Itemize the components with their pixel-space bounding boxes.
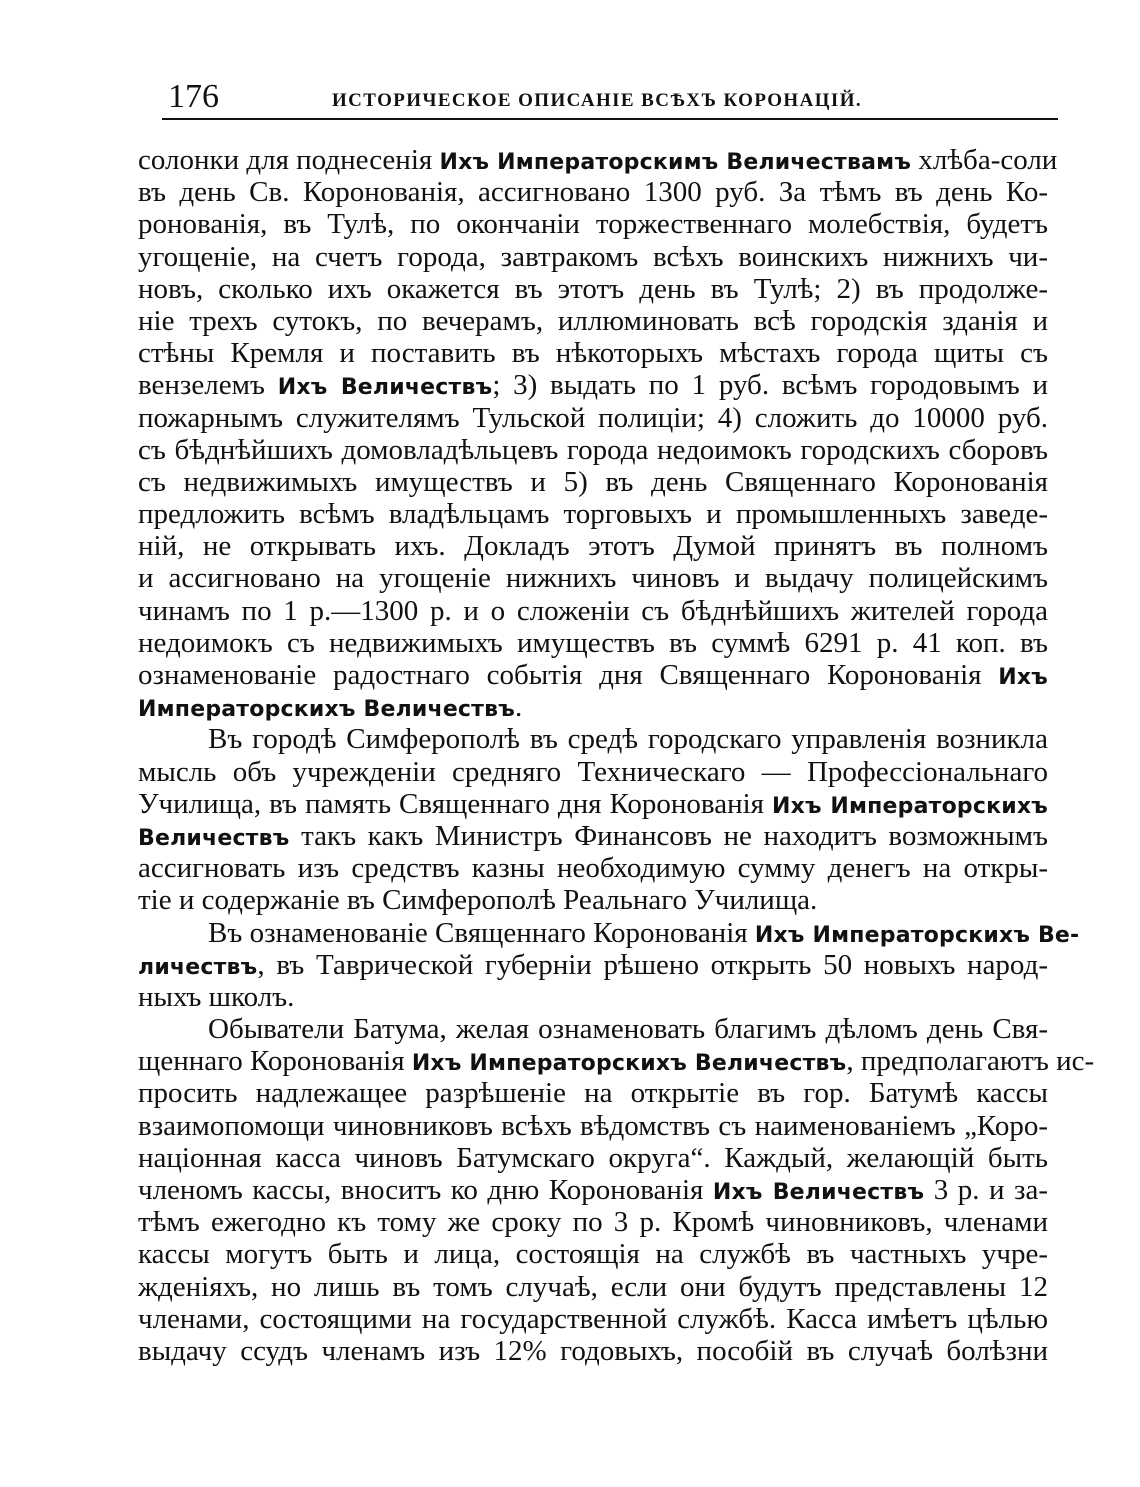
- bold-title-text: личествъ: [138, 954, 258, 980]
- text-segment: взаимопомощи чиновниковъ всѣхъ вѣдомствъ съ наименованіемъ „Коро-: [138, 1109, 1048, 1142]
- text-line: [138, 562, 1048, 594]
- text-line: [138, 1206, 1048, 1238]
- text-segment: такъ какъ Министръ Финансовъ не находитъ возможнымъ: [289, 819, 1048, 852]
- text-segment: вензелемъ: [138, 369, 278, 402]
- text-line: [138, 466, 1048, 498]
- text-segment: Обыватели Батума, желая ознаменовать благимъ дѣломъ день Свя-: [208, 1013, 1048, 1046]
- text-segment: угощеніе, на счетъ города, завтракомъ всѣхъ воинскихъ нижнихъ чи-: [138, 240, 1048, 273]
- text-line: [138, 530, 1048, 562]
- text-segment: новъ, сколько ихъ окажется въ этотъ день въ Тулѣ; 2) въ продолже-: [138, 272, 1048, 305]
- text-segment: хлѣба-соли: [911, 144, 1058, 176]
- bold-title-text: Ихъ Императорскимъ Величествамъ: [439, 150, 912, 175]
- text-line: [138, 691, 1048, 723]
- text-segment: пожарнымъ служителямъ Тульской полиціи; 4) сложить до 10000 руб.: [138, 401, 1048, 434]
- bold-title-text: Ихъ Величествъ: [712, 1180, 925, 1205]
- text-line: [138, 1335, 1048, 1367]
- text-line: [138, 1271, 1048, 1303]
- text-line: [138, 208, 1048, 240]
- text-segment: ассигновать изъ средствъ казны необходимую сумму денегъ на откры-: [138, 852, 1048, 885]
- text-segment: Училища, въ память Священнаго дня Коронованія: [138, 787, 772, 820]
- text-line: [138, 1174, 1048, 1206]
- page-header: [162, 78, 1058, 120]
- text-line: [138, 1303, 1048, 1335]
- text-segment: ознаменованіе радостнаго событія дня Священнаго Коронованія: [138, 659, 999, 691]
- text-line: [138, 756, 1048, 788]
- text-line: [138, 305, 1048, 337]
- bold-title-text: Ихъ Императорскихъ: [772, 793, 1048, 819]
- text-segment: щеннаго Коронованія: [138, 1045, 412, 1078]
- text-segment: предложить всѣмъ владѣльцамъ торговыхъ и промышленныхъ заведе-: [138, 498, 1048, 531]
- text-segment: кассы могутъ быть и лица, состоящія на службѣ въ частныхъ учре-: [138, 1238, 1048, 1271]
- text-line: [138, 402, 1048, 434]
- text-segment: съ бѣднѣйшихъ домовладѣльцевъ города недоимокъ городскихъ сборовъ: [138, 433, 1048, 466]
- text-segment: солонки для поднесенія: [138, 144, 440, 176]
- text-line: [138, 1077, 1048, 1109]
- text-line: [138, 884, 1048, 916]
- text-segment: съ недвижимыхъ имуществъ и 5) въ день Священнаго Коронованія: [138, 465, 1048, 498]
- text-line: [138, 627, 1048, 659]
- text-segment: Въ ознаменованіе Священнаго Коронованія: [208, 916, 755, 949]
- text-line: [138, 723, 1048, 755]
- text-segment: , предполагаютъ ис-: [846, 1045, 1095, 1078]
- bold-title-text: Императорскихъ Величествъ: [138, 697, 515, 723]
- text-line: [138, 434, 1048, 466]
- text-line: [138, 949, 1048, 981]
- text-line: [138, 498, 1048, 530]
- text-line: [138, 1045, 1095, 1078]
- text-segment: ніе трехъ сутокъ, по вечерамъ, иллюминовать всѣ городскія зданія и: [138, 304, 1048, 337]
- text-segment: членомъ кассы, вноситъ ко дню Коронованія: [138, 1174, 713, 1206]
- text-line: [138, 916, 1080, 949]
- text-line: [138, 981, 1048, 1013]
- bold-title-text: Ихъ: [998, 665, 1048, 690]
- body-text: [138, 144, 1095, 1367]
- bold-title-text: Величествъ: [138, 825, 290, 851]
- bold-title-text: Ихъ Императорскихъ Ве-: [754, 922, 1080, 948]
- text-segment: ній, не открывать ихъ. Докладъ этотъ Думой принятъ въ полномъ: [138, 530, 1048, 563]
- text-line: [138, 273, 1048, 305]
- text-segment: въ день Св. Коронованія, ассигновано 1300 руб. За тѣмъ въ день Ко-: [138, 176, 1048, 209]
- text-line: [138, 788, 1048, 820]
- text-line: [138, 820, 1048, 852]
- text-line: [138, 1142, 1048, 1174]
- text-line: [138, 241, 1048, 273]
- text-segment: стѣны Кремля и поставить въ нѣкоторыхъ мѣстахъ города щиты съ: [138, 337, 1048, 370]
- text-line: [138, 1110, 1048, 1142]
- text-segment: чинамъ по 1 р.—1300 р. и о сложеніи съ бѣднѣйшихъ жителей города: [138, 594, 1048, 627]
- text-segment: членами, состоящими на государственной службѣ. Касса имѣетъ цѣлью: [138, 1302, 1048, 1335]
- text-segment: недоимокъ съ недвижимыхъ имуществъ въ суммѣ 6291 р. 41 коп. въ: [138, 626, 1048, 659]
- text-line: [138, 144, 1058, 176]
- text-segment: тѣмъ ежегодно къ тому же сроку по 3 р. Кромѣ чиновниковъ, членами: [138, 1206, 1048, 1239]
- text-segment: 3 р. и за-: [924, 1174, 1048, 1206]
- text-segment: и ассигновано на угощеніе нижнихъ чиновъ и выдачу полицейскимъ: [138, 562, 1048, 595]
- text-line: [138, 852, 1048, 884]
- text-segment: жденіяхъ, но лишь въ томъ случаѣ, если они будутъ представлены 12: [138, 1270, 1048, 1303]
- text-segment: , въ Таврической губерніи рѣшено открыть 50 новыхъ народ-: [257, 948, 1048, 981]
- text-line: [138, 659, 1048, 691]
- text-line: [138, 1013, 1048, 1045]
- running-head: ИСТОРИЧЕСКОЕ ОПИСАНІЕ ВСѢХЪ КОРОНАЦІЙ.: [332, 90, 863, 111]
- text-segment: .: [514, 691, 523, 724]
- text-line: [138, 1238, 1048, 1270]
- text-segment: ; 3) выдать по 1 руб. всѣмъ городовымъ и: [492, 369, 1048, 402]
- text-segment: просить надлежащее разрѣшеніе на открытіе въ гор. Батумѣ кассы: [138, 1077, 1048, 1110]
- bold-title-text: Ихъ Императорскихъ Величествъ: [411, 1051, 847, 1077]
- text-line: [138, 595, 1048, 627]
- text-segment: выдачу ссудъ членамъ изъ 12% годовыхъ, пособій въ случаѣ болѣзни: [138, 1334, 1048, 1367]
- text-segment: Въ городѣ Симферополѣ въ средѣ городскаго управленія возникла: [208, 723, 1048, 756]
- text-segment: ронованія, въ Тулѣ, по окончаніи торжественнаго молебствія, будетъ: [138, 208, 1048, 241]
- text-segment: мысль объ учрежденіи средняго Техническаго — Профессіональнаго: [138, 755, 1048, 788]
- text-line: [138, 176, 1048, 208]
- text-line: [138, 337, 1048, 369]
- text-segment: тіе и содержаніе въ Симферополѣ Реальнаго Училища.: [138, 884, 818, 917]
- text-segment: ныхъ школъ.: [138, 980, 295, 1013]
- bold-title-text: Ихъ Величествъ: [277, 375, 493, 401]
- page-number: 176: [168, 78, 219, 115]
- text-line: [138, 369, 1048, 401]
- text-segment: націонная касса чиновъ Батумскаго округа“. Каждый, желающій быть: [138, 1141, 1048, 1174]
